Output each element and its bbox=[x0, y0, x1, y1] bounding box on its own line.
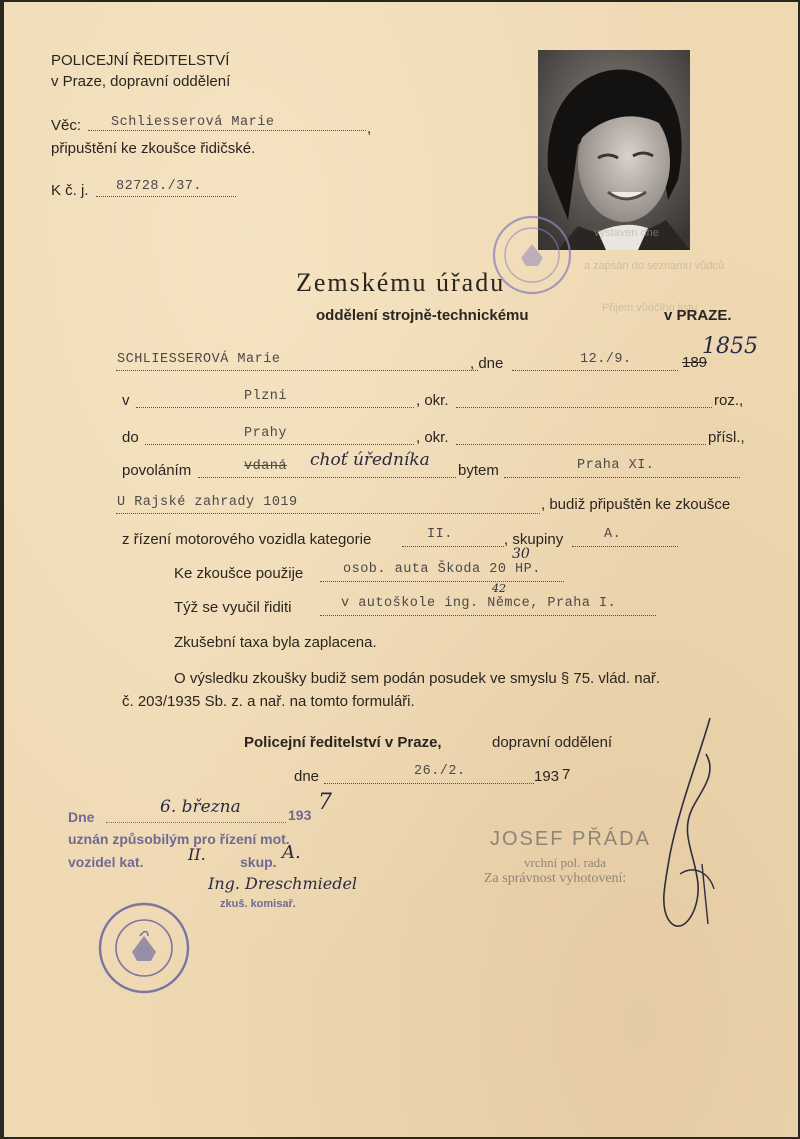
applicant-name: SCHLIESSEROVÁ Marie bbox=[117, 352, 281, 367]
kcj-label: K č. j. bbox=[51, 182, 89, 199]
examiner-seal-stamp bbox=[96, 900, 192, 996]
examiner-role: zkuš. komisař. bbox=[220, 898, 296, 910]
ghost-text-3: Přijem vůdčího listu bbox=[602, 302, 698, 314]
do-label: do bbox=[122, 429, 139, 446]
closing-year-hand: 7 bbox=[562, 766, 571, 783]
officer-signature bbox=[640, 714, 730, 964]
car-label: Ke zkoušce použije bbox=[174, 565, 304, 582]
header-department: v Praze, dopravní oddělení bbox=[51, 73, 231, 90]
officer-title-stamp: vrchní pol. rada bbox=[524, 855, 606, 870]
group-dotted-line bbox=[572, 532, 678, 547]
car-hp-handwritten: 30 bbox=[512, 546, 530, 562]
kcj-value: 82728./37. bbox=[116, 179, 203, 194]
vec-comma: , bbox=[367, 120, 372, 137]
addressee-title: Zemskému úřadu bbox=[296, 268, 506, 297]
examiner-line-2: uznán způsobilým pro řízení mot. bbox=[68, 831, 290, 847]
officer-verify-stamp: Za správnost vyhotovení: bbox=[484, 871, 627, 886]
car-handwritten-note: 42 bbox=[492, 582, 506, 595]
birthplace-value: Plzni bbox=[244, 389, 288, 404]
closing-authority: Policejní ředitelství v Praze, bbox=[244, 734, 442, 751]
closing-year-prefix: 193 bbox=[534, 768, 560, 785]
okr2-label: , okr. bbox=[416, 429, 449, 446]
examiner-signature: Ing. Dreschmiedel bbox=[208, 874, 358, 893]
occupation-handwritten: choť úředníka bbox=[310, 450, 430, 470]
examiner-year-prefix: 193 bbox=[288, 807, 312, 823]
result-line-1: O výsledku zkoušky budiž sem podán posudek ve smyslu § 75. vlád. nař. bbox=[174, 670, 661, 687]
result-line-2: č. 203/1935 Sb. z. a nař. na tomto formuláři. bbox=[122, 693, 415, 710]
addressee-city: v PRAZE. bbox=[664, 307, 732, 324]
group-value: A. bbox=[604, 527, 622, 542]
trained-label: Týž se vyučil řiditi bbox=[174, 599, 292, 616]
occupation-label: povoláním bbox=[122, 462, 192, 479]
closing-date-value: 26./2. bbox=[414, 764, 466, 779]
closing-dne-label: dne bbox=[294, 768, 320, 785]
roz-label: roz., bbox=[714, 392, 744, 409]
examiner-dne-handwritten: 6. března bbox=[160, 797, 241, 817]
street-value: U Rajské zahrady 1019 bbox=[117, 495, 298, 510]
dne-label: , dne bbox=[470, 355, 504, 372]
examiner-dne-label: Dne bbox=[68, 809, 95, 825]
ghost-text-2: a zapsán do seznamu vůdců bbox=[584, 260, 725, 272]
trained-value: v autoškole ing. Němce, Praha I. bbox=[341, 596, 617, 611]
v-label: v bbox=[122, 392, 130, 409]
examiner-line-3a: vozidel kat. bbox=[68, 854, 144, 870]
addressee-department: oddělení strojně-technickému bbox=[316, 307, 529, 324]
category-label: z řízení motorového vozidla kategorie bbox=[122, 531, 372, 548]
vec-label: Věc: bbox=[51, 117, 82, 134]
birth-year-printed: 189 bbox=[682, 354, 708, 371]
okr1-dotted-line bbox=[456, 393, 712, 408]
closing-authority-rest: dopravní oddělení bbox=[492, 734, 613, 751]
occupation-typed: vdaná bbox=[244, 459, 288, 474]
birth-date: 12./9. bbox=[580, 352, 632, 367]
category-value: II. bbox=[427, 527, 453, 542]
prisl-label: přísl., bbox=[708, 429, 745, 446]
okr2-dotted-line bbox=[456, 430, 706, 445]
domicile-value: Prahy bbox=[244, 426, 288, 441]
residence-value: Praha XI. bbox=[577, 458, 655, 473]
vec-value: Schliesserová Marie bbox=[111, 115, 275, 130]
birth-year-handwritten: 1855 bbox=[702, 334, 758, 359]
examiner-skup-hand: A. bbox=[282, 842, 301, 863]
group-label: , skupiny bbox=[504, 531, 564, 548]
officer-name-stamp: JOSEF PŘÁDA bbox=[490, 828, 651, 850]
examiner-line-3b: skup. bbox=[240, 854, 277, 870]
ghost-text-1: vystaven dne bbox=[594, 227, 659, 239]
subject-text: připuštění ke zkoušce řidičské. bbox=[51, 140, 256, 157]
fee-text: Zkušební taxa byla zaplacena. bbox=[174, 634, 377, 651]
examiner-kat-hand: II. bbox=[188, 845, 206, 864]
admitted-text: , budiž připuštěn ke zkoušce bbox=[541, 496, 731, 513]
header-authority: POLICEJNÍ ŘEDITELSTVÍ bbox=[51, 52, 230, 69]
bytem-label: bytem bbox=[458, 462, 499, 479]
okr1-label: , okr. bbox=[416, 392, 449, 409]
car-value: osob. auta Škoda 20 HP. bbox=[343, 562, 541, 577]
examiner-year-hand: 7 bbox=[318, 790, 332, 815]
category-dotted-line bbox=[402, 532, 504, 547]
document-page bbox=[4, 2, 798, 1137]
